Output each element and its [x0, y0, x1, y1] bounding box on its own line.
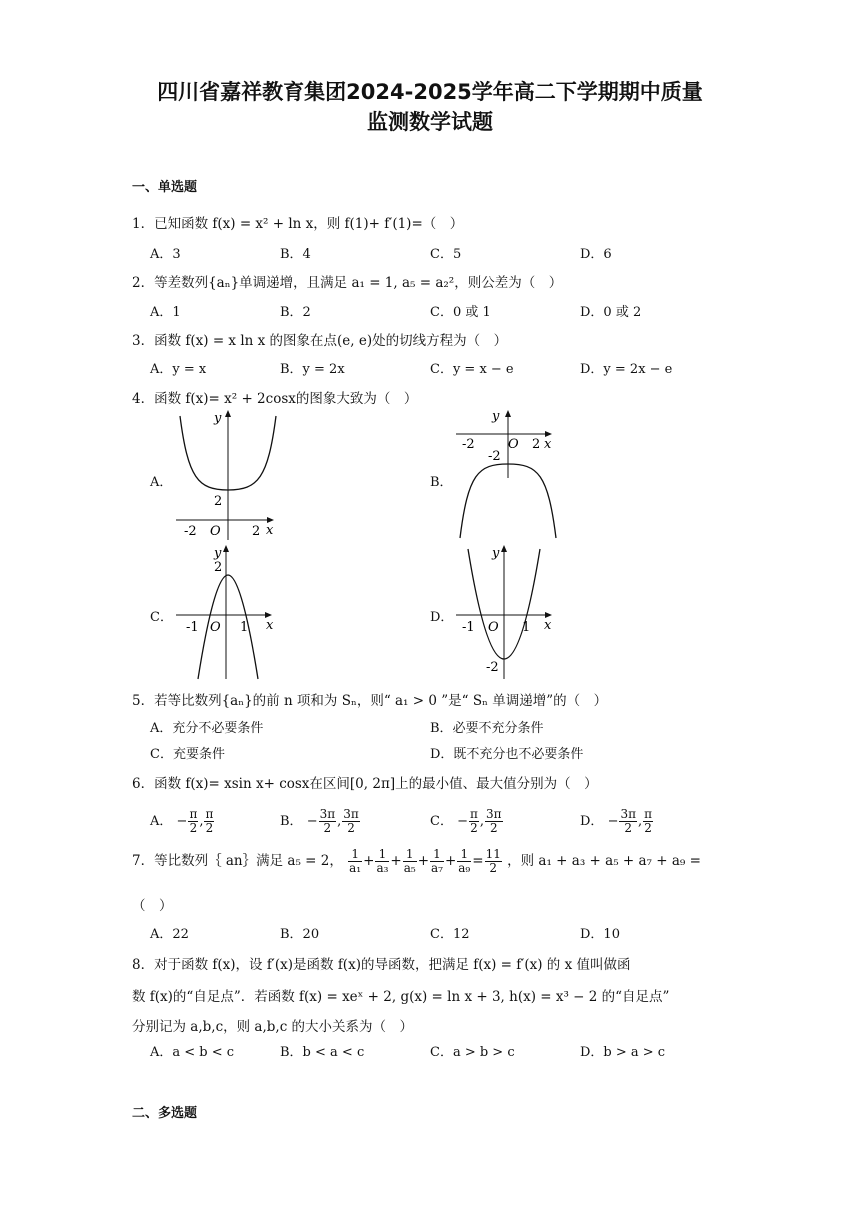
- graph-b-2-label: 2: [532, 437, 541, 452]
- question-3: 3．函数 f(x) = x ln x 的图象在点(e, e)处的切线方程为（ ）: [132, 333, 508, 349]
- graph-d-y-label: y: [492, 546, 500, 561]
- graph-d-1-label: 1: [522, 620, 531, 635]
- q5-option-a: A．充分不必要条件: [150, 721, 264, 736]
- page-title-line2: 监测数学试题: [367, 110, 493, 134]
- graph-c-curve: [198, 575, 258, 679]
- graph-c-x-label: x: [266, 618, 274, 633]
- q2-option-d: D．0 或 2: [580, 305, 642, 320]
- q6-option-a-value: − $\frac{\pi}{2}$ , $\frac{\pi}{2}$: [176, 807, 214, 835]
- q4-option-c-label: C．: [150, 610, 173, 625]
- q1-option-a: A．3: [150, 247, 181, 262]
- q7-option-a: A．22: [150, 927, 189, 942]
- q4-option-a-label: A．: [150, 475, 173, 490]
- section-heading-single-choice: 一、单选题: [132, 180, 198, 195]
- q7-option-b: B．20: [280, 927, 320, 942]
- q2-option-c: C．0 或 1: [430, 305, 491, 320]
- graph-a-o-label: O: [210, 524, 221, 539]
- q7-paren: （ ）: [132, 898, 173, 914]
- question-4: 4．函数 f(x)= x² + 2cosx的图象大致为（ ）: [132, 391, 418, 407]
- graph-c-1-label: 1: [240, 620, 249, 635]
- q3-option-d: D．y = 2x − e: [580, 362, 673, 377]
- question-8-line2: 数 f(x)的“自足点”．若函数 f(x) = xeˣ + 2, g(x) = ln x + 3, h(x) = x³ − 2 的“自足点”: [132, 989, 670, 1005]
- graph-d-m2-label: -2: [486, 660, 499, 675]
- q8-option-a: A．a < b < c: [150, 1045, 235, 1060]
- graph-a-two-label: 2: [214, 494, 223, 509]
- graph-c-y-label: y: [214, 546, 222, 561]
- question-6: 6．函数 f(x)= xsin x+ cosx在区间[0, 2π]上的最小值、最大值分别为（ ）: [132, 776, 598, 792]
- q6-option-d: [580, 808, 654, 835]
- graph-a-x-label: x: [266, 523, 274, 538]
- q7-option-d: D．10: [580, 927, 620, 942]
- q7-fraction-sum: $\frac{1}{\text{a₁}}$ + $\frac{1}{\text{a₃}}$ + $\frac{1}{\text{a₅}}$ + $\frac{1}{\text{a₇}}$ + $\frac{1}{\text{a₉}}$ = $\frac{11}{2}$: [349, 847, 501, 875]
- question-8-line3: 分别记为 a,b,c，则 a,b,c 的大小关系为（ ）: [132, 1019, 414, 1035]
- q7-text-a: 7．等比数列｛ an｝满足 a₅ = 2，: [132, 853, 343, 869]
- question-8-line1: 8．对于函数 f(x)，设 f′(x)是函数 f(x)的导函数，把满足 f(x) = f′(x) 的 x 值叫做函: [132, 957, 631, 973]
- graph-c-o-label: O: [210, 620, 221, 635]
- graph-a-2-label: 2: [252, 524, 261, 539]
- graph-b-x-label: x: [544, 437, 552, 452]
- question-2: 2．等差数列{aₙ}单调递增，且满足 a₁ = 1, a₅ = a₂²，则公差为（ ）: [132, 275, 563, 291]
- q6-option-a: [150, 808, 215, 835]
- q4-graph-d: [452, 543, 562, 683]
- q6-option-b-value: − $\frac{3\pi}{2}$ , $\frac{3\pi}{2}$: [306, 807, 359, 835]
- graph-d-m1-label: -1: [462, 620, 475, 635]
- graph-b-y-label: y: [492, 409, 500, 424]
- section-heading-multiple-choice: 二、多选题: [132, 1106, 198, 1121]
- q3-option-c: C．y = x − e: [430, 362, 514, 377]
- q4-graph-a: [170, 408, 280, 543]
- q5-option-d: D．既不充分也不必要条件: [430, 747, 584, 762]
- question-1: 1．已知函数 f(x) = x² + ln x，则 f(1)+ f′(1)=（ ）: [132, 216, 464, 232]
- q7-option-c: C．12: [430, 927, 470, 942]
- q6-option-d-value: − $\frac{3\pi}{2}$ , $\frac{\pi}{2}$: [607, 807, 653, 835]
- question-7: [132, 848, 701, 875]
- q8-option-b: B．b < a < c: [280, 1045, 365, 1060]
- q3-option-b: B．y = 2x: [280, 362, 345, 377]
- q4-option-b-label: B．: [430, 475, 453, 490]
- q5-option-c: C．充要条件: [150, 747, 225, 762]
- graph-b-m2x-label: -2: [462, 437, 475, 452]
- q4-option-d-label: D．: [430, 610, 454, 625]
- graph-a-y-label: y: [214, 411, 222, 426]
- q6-option-d-label: D．: [580, 814, 604, 829]
- q6-option-c-label: C．: [430, 814, 453, 829]
- page-title-line1: 四川省嘉祥教育集团2024-2025学年高二下学期期中质量: [157, 80, 703, 104]
- q8-option-c: C．a > b > c: [430, 1045, 515, 1060]
- graph-b-m2y-label: -2: [488, 449, 501, 464]
- q6-option-b: [280, 808, 361, 835]
- q6-option-c: [430, 808, 504, 835]
- q8-option-d: D．b > a > c: [580, 1045, 666, 1060]
- q1-option-b: B．4: [280, 247, 311, 262]
- question-5: 5．若等比数列{aₙ}的前 n 项和为 Sₙ，则“ a₁ > 0 ”是“ Sₙ 单调递增”的（ ）: [132, 693, 608, 709]
- q1-option-d: D．6: [580, 247, 612, 262]
- q1-option-c: C．5: [430, 247, 462, 262]
- q4-graph-b: [452, 408, 562, 543]
- q7-text-b: ，则 a₁ + a₃ + a₅ + a₇ + a₉ =: [507, 853, 701, 869]
- graph-a-m2-label: -2: [184, 524, 197, 539]
- q6-option-b-label: B．: [280, 814, 303, 829]
- graph-d-x-label: x: [544, 618, 552, 633]
- graph-c-2-label: 2: [214, 560, 223, 575]
- q2-option-b: B．2: [280, 305, 311, 320]
- q6-option-c-value: − $\frac{\pi}{2}$ , $\frac{3\pi}{2}$: [457, 807, 502, 835]
- q2-option-a: A．1: [150, 305, 181, 320]
- q6-option-a-label: A．: [150, 814, 173, 829]
- q3-option-a: A．y = x: [150, 362, 207, 377]
- graph-d-o-label: O: [488, 620, 499, 635]
- q4-graph-c: [170, 543, 280, 683]
- graph-b-o-label: O: [508, 437, 519, 452]
- q5-option-b: B．必要不充分条件: [430, 721, 544, 736]
- graph-c-m1-label: -1: [186, 620, 199, 635]
